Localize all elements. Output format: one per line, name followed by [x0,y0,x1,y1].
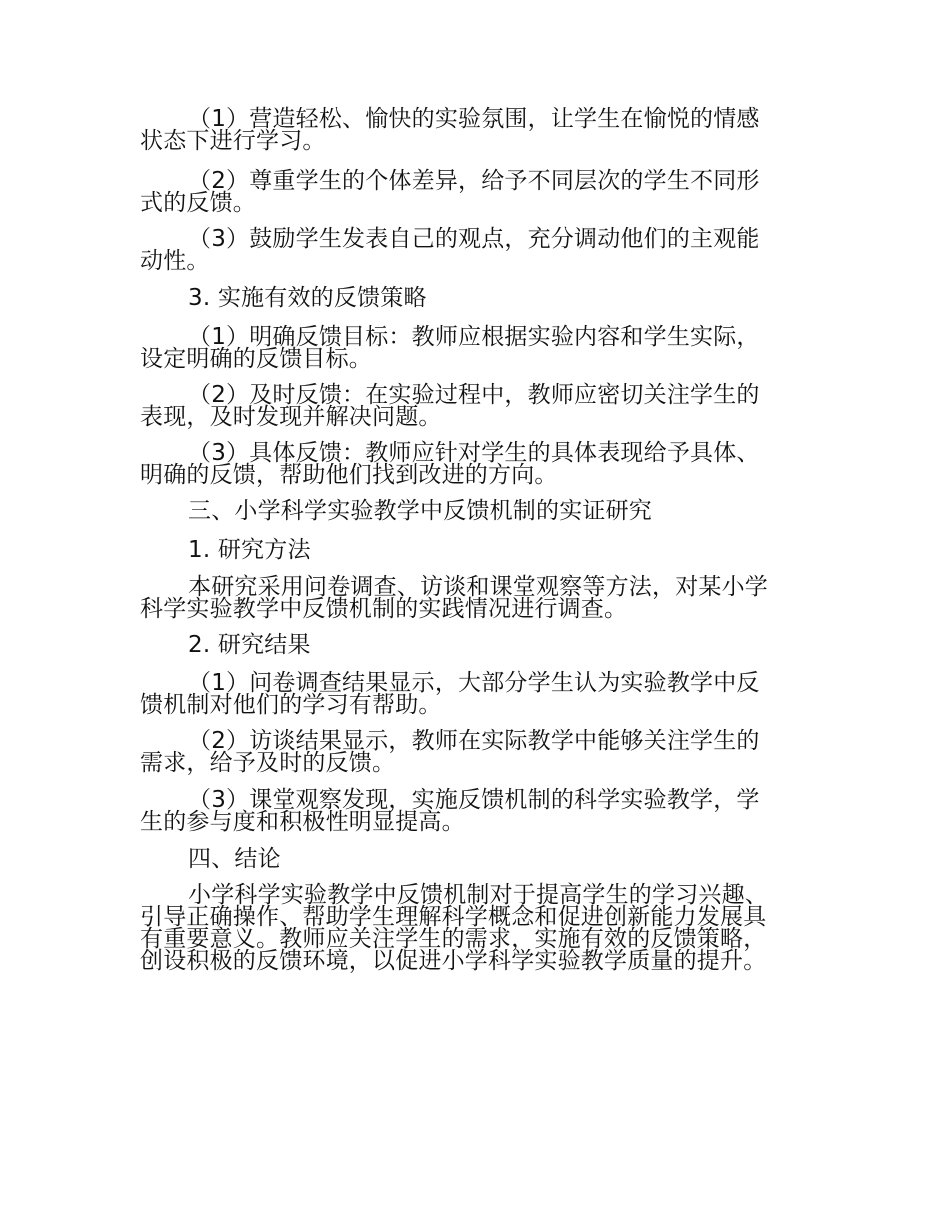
text-line: （2）尊重学生的个体差异，给予不同层次的学生不同形 [188,168,760,194]
text-line: （3）鼓励学生发表自己的观点，充分调动他们的主观能 [188,226,760,252]
text-line: （3）课堂观察发现，实施反馈机制的科学实验教学，学 [188,787,760,813]
subsection-heading: 2. 研究结果 [188,632,311,658]
text-line: （2）及时反馈：在实验过程中，教师应密切关注学生的 [188,382,760,408]
text-line: 需求，给予及时的反馈。 [140,750,396,776]
text-line: 引导正确操作、帮助学生理解科学概念和促进创新能力发展具 [140,904,767,930]
text-line: 馈机制对他们的学习有帮助。 [140,692,442,718]
text-line: 设定明确的反馈目标。 [140,346,372,372]
text-line: 科学实验教学中反馈机制的实践情况进行调查。 [140,596,628,622]
text-line: 表现，及时发现并解决问题。 [140,404,442,430]
text-line: 有重要意义。教师应关注学生的需求，实施有效的反馈策略， [140,926,767,952]
text-line: 创设积极的反馈环境，以促进小学科学实验教学质量的提升。 [140,948,767,974]
text-line: （2）访谈结果显示，教师在实际教学中能够关注学生的 [188,728,760,754]
text-line: 小学科学实验教学中反馈机制对于提高学生的学习兴趣、 [188,882,768,908]
text-line: （3）具体反馈：教师应针对学生的具体表现给予具体、 [188,440,760,466]
section-heading: 3. 实施有效的反馈策略 [188,285,427,311]
section-heading: 四、结论 [188,846,281,872]
text-line: 动性。 [140,248,210,274]
text-line: （1）明确反馈目标：教师应根据实验内容和学生实际， [188,324,760,350]
text-line: 式的反馈。 [140,190,256,216]
text-line: （1）问卷调查结果显示，大部分学生认为实验教学中反 [188,670,760,696]
text-line: 状态下进行学习。 [140,128,326,154]
text-line: （1）营造轻松、愉快的实验氛围，让学生在愉悦的情感 [188,106,760,132]
text-line: 本研究采用问卷调查、访谈和课堂观察等方法，对某小学 [188,574,768,600]
section-heading: 三、小学科学实验教学中反馈机制的实证研究 [188,498,652,524]
subsection-heading: 1. 研究方法 [188,537,311,563]
text-line: 明确的反馈，帮助他们找到改进的方向。 [140,462,558,488]
text-line: 生的参与度和积极性明显提高。 [140,809,465,835]
